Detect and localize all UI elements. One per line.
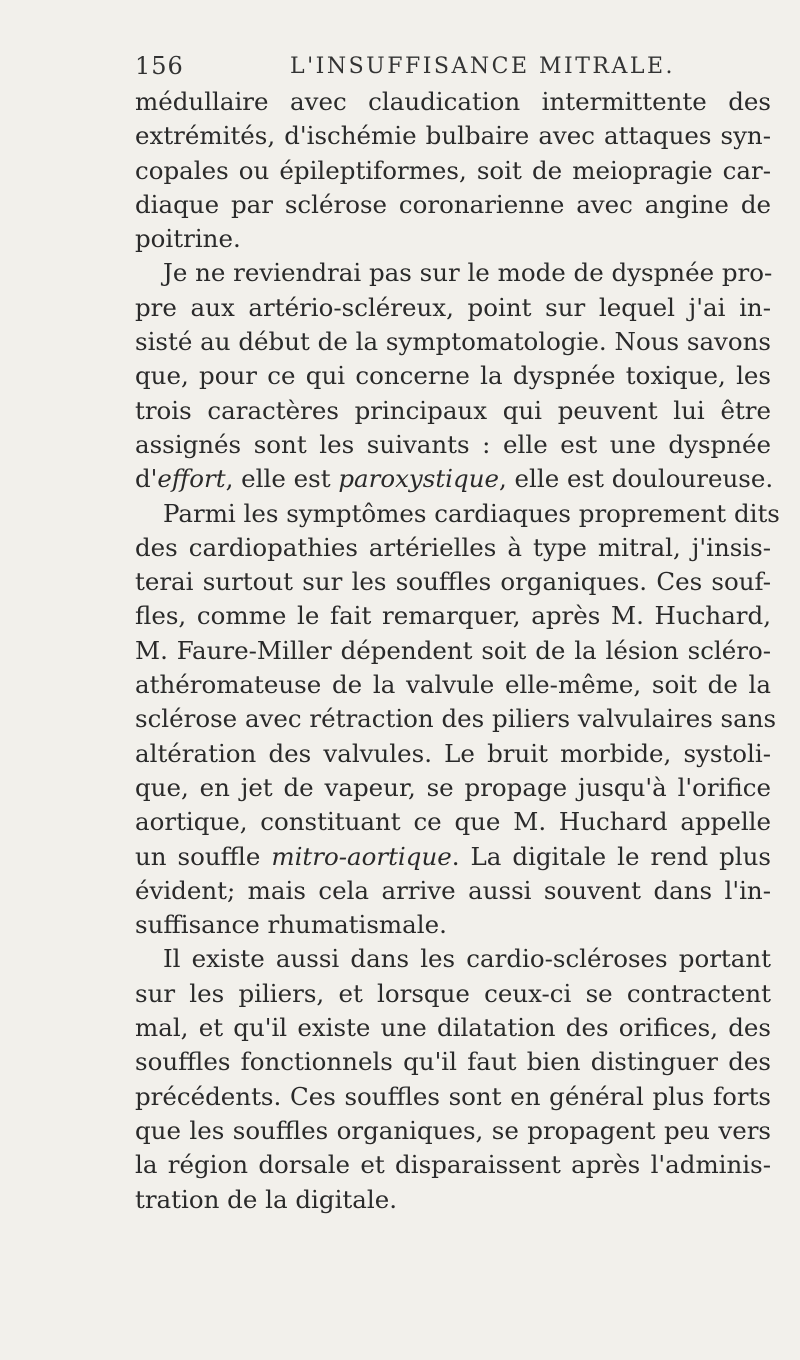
text-line: pre aux artério-scléreux, point sur lequel j'ai in- xyxy=(135,292,771,322)
text-line: poitrine. xyxy=(135,224,241,254)
text-line: athéromateuse de la valvule elle-même, soit de la xyxy=(135,670,771,700)
text-line: sclérose avec rétraction des piliers valvulaires sans xyxy=(135,704,777,734)
body-text xyxy=(135,85,780,1217)
text-line: assignés sont les suivants : elle est une dyspnée xyxy=(135,429,771,459)
text-line: terai surtout sur les souffles organiques. Ces souf- xyxy=(135,567,771,597)
text-line: diaque par sclérose coronarienne avec angine de xyxy=(135,189,771,219)
page-header xyxy=(135,52,775,86)
text-line: Il existe aussi dans les cardio-scléroses portant xyxy=(163,944,771,974)
page-number: 156 xyxy=(135,52,184,80)
text-line: Parmi les symptômes cardiaques proprement dits xyxy=(163,498,780,528)
text-line: précédents. Ces souffles sont en général plus forts xyxy=(135,1081,771,1111)
text-line: d'effort, elle est paroxystique, elle est douloureuse. xyxy=(135,464,774,494)
text-line: fles, comme le fait remarquer, après M. Huchard, xyxy=(135,601,771,631)
text-line: aortique, constituant ce que M. Huchard appelle xyxy=(135,807,771,837)
text-line: suffisance rhumatismale. xyxy=(135,910,447,940)
text-line: trois caractères principaux qui peuvent lui être xyxy=(135,395,771,425)
text-line: la région dorsale et disparaissent après l'adminis- xyxy=(135,1150,771,1180)
text-line: des cardiopathies artérielles à type mitral, j'insis- xyxy=(135,532,771,562)
text-line: sisté au début de la symptomatologie. Nous savons xyxy=(135,327,771,357)
text-line: que, en jet de vapeur, se propage jusqu'à l'orifice xyxy=(135,772,771,802)
text-line: copales ou épileptiformes, soit de meiopragie car- xyxy=(135,155,771,185)
text-line: souffles fonctionnels qu'il faut bien distinguer des xyxy=(135,1047,771,1077)
text-line: que, pour ce qui concerne la dyspnée toxique, les xyxy=(135,361,771,391)
text-line: évident; mais cela arrive aussi souvent dans l'in- xyxy=(135,875,771,905)
text-line: médullaire avec claudication intermittente des xyxy=(135,87,771,116)
text-line: tration de la digitale. xyxy=(135,1184,397,1214)
text-line: M. Faure-Miller dépendent soit de la lésion scléro- xyxy=(135,635,771,665)
text-line: un souffle mitro-aortique. La digitale le rend plus xyxy=(135,841,771,871)
text-line: mal, et qu'il existe une dilatation des orifices, des xyxy=(135,1013,771,1043)
text-line: extrémités, d'ischémie bulbaire avec attaques syn- xyxy=(135,121,771,151)
text-line: Je ne reviendrai pas sur le mode de dyspnée pro- xyxy=(163,258,773,288)
text-line: sur les piliers, et lorsque ceux-ci se contractent xyxy=(135,978,771,1008)
text-line: que les souffles organiques, se propagent peu vers xyxy=(135,1115,771,1145)
running-title: L'INSUFFISANCE MITRALE. xyxy=(290,54,676,79)
text-line: altération des valvules. Le bruit morbide, systoli- xyxy=(135,738,771,768)
